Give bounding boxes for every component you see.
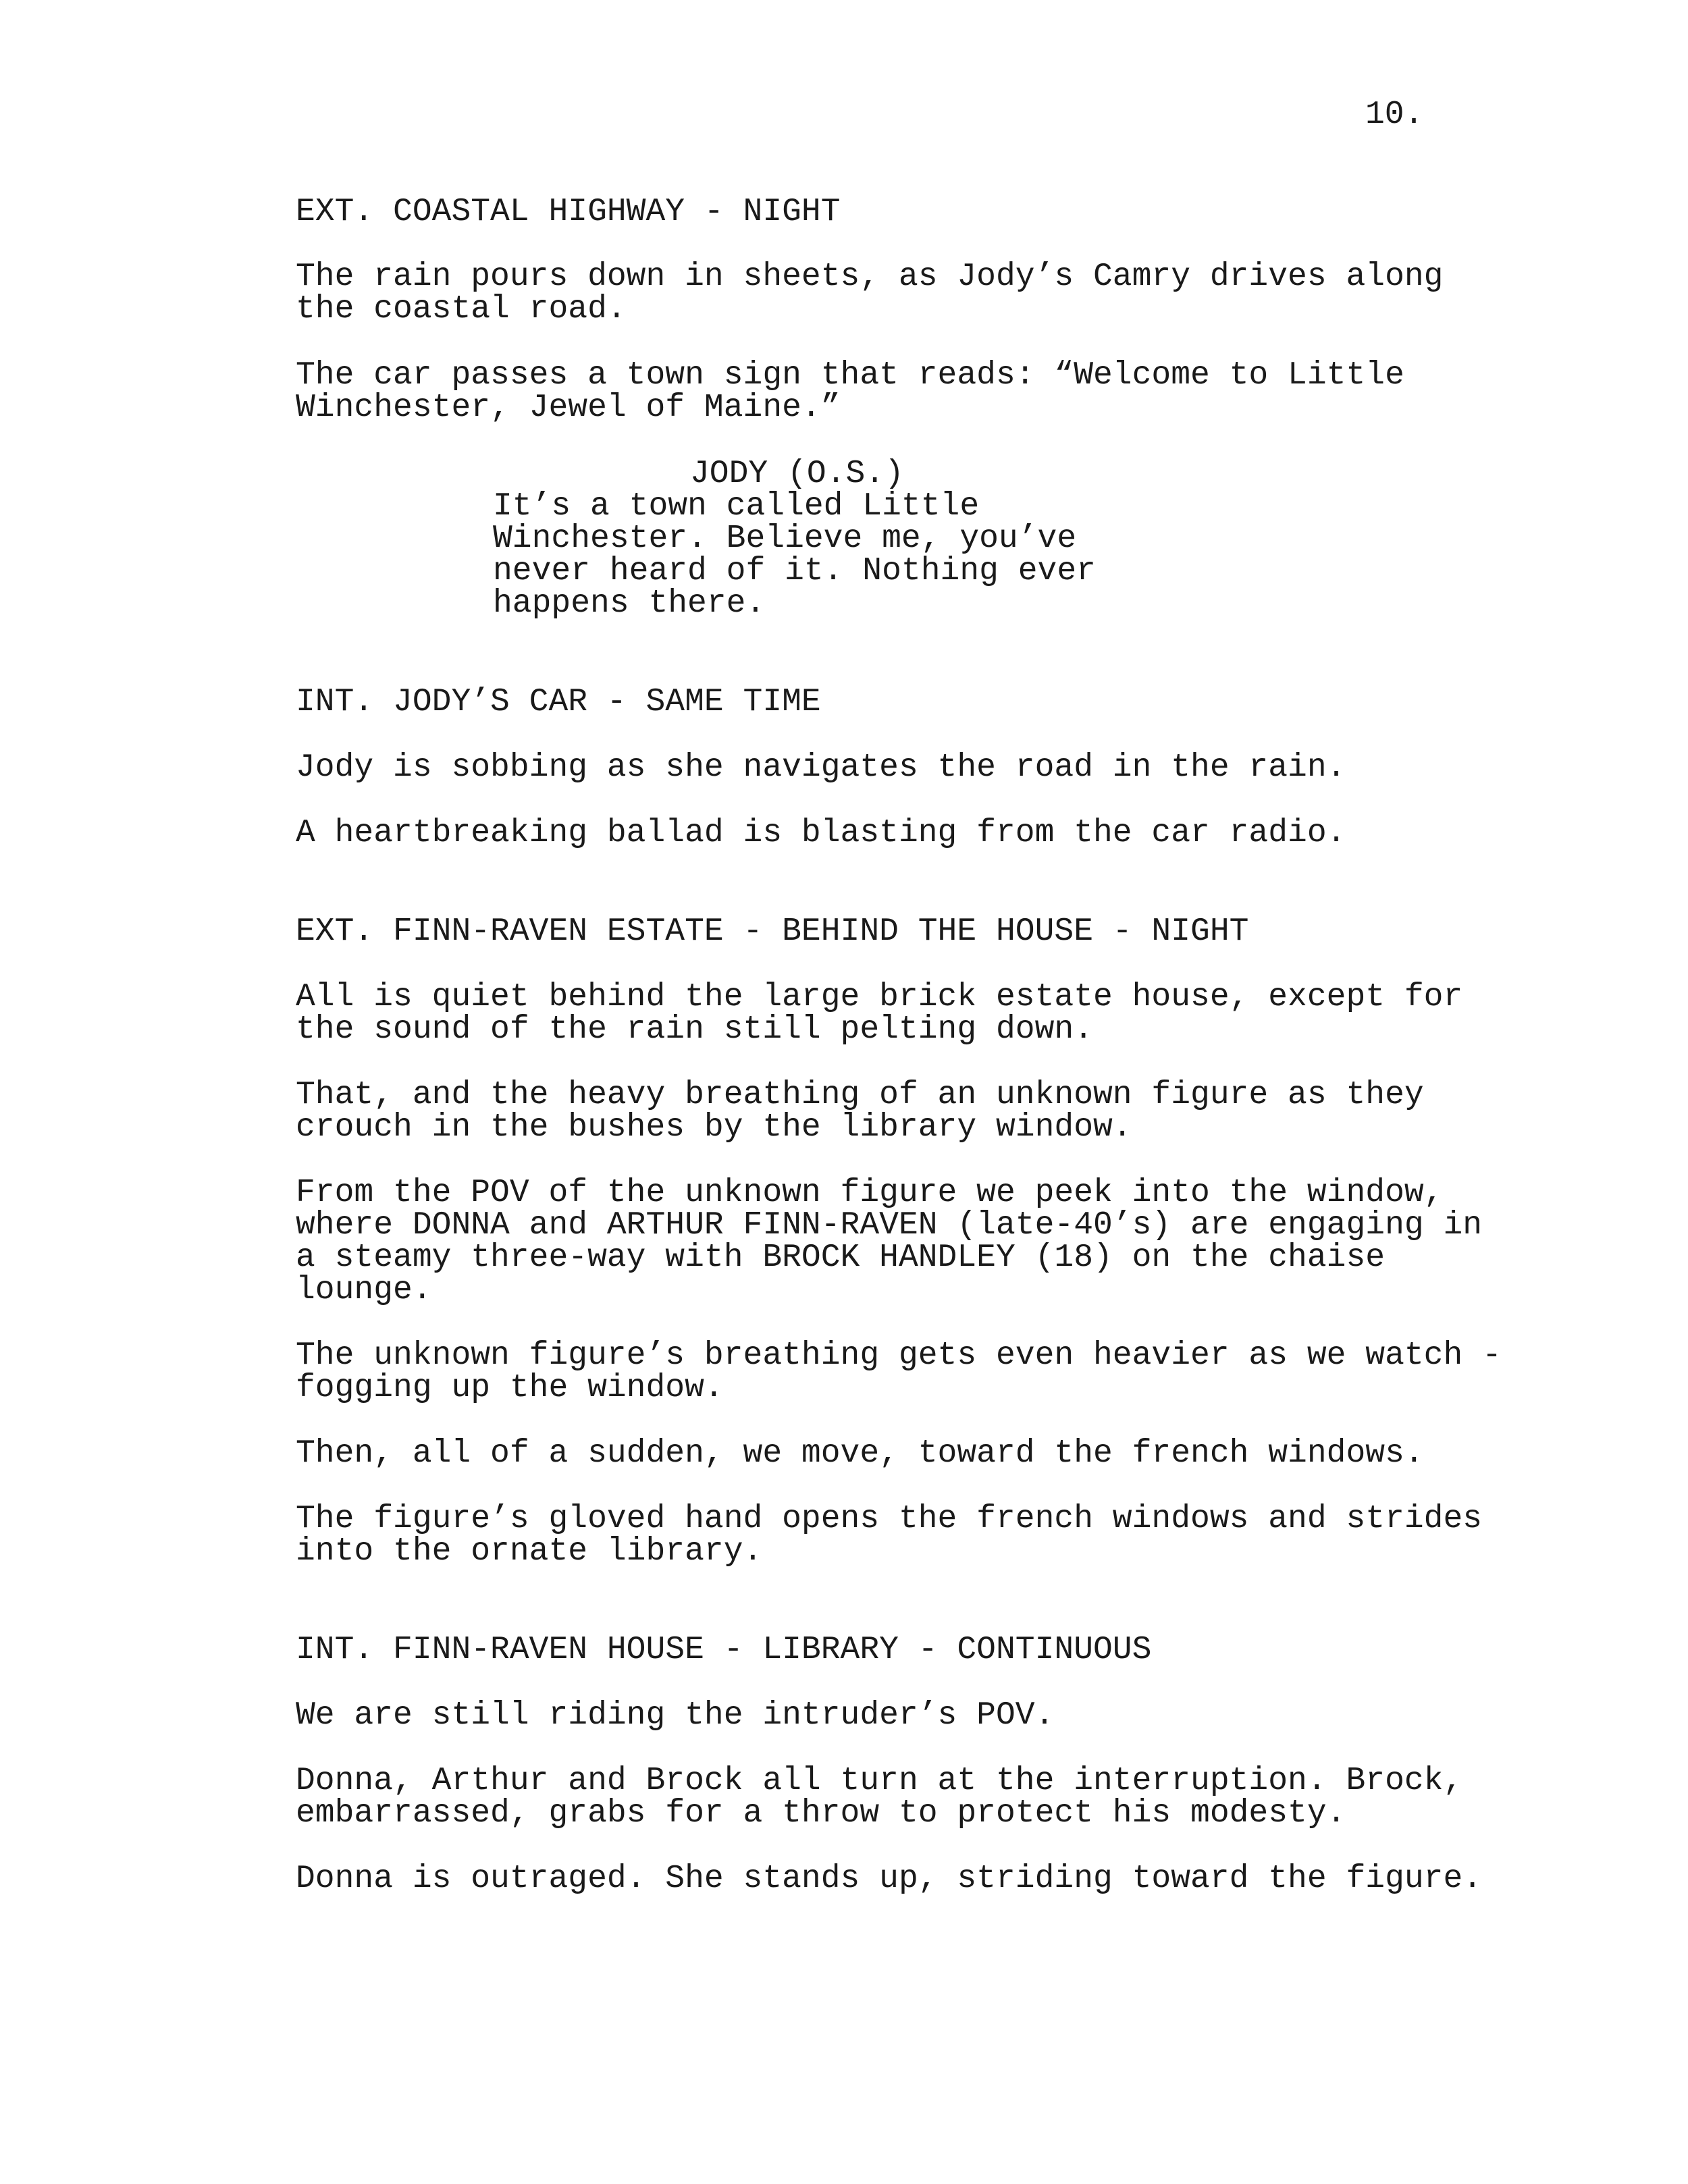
- scene-heading: EXT. COASTAL HIGHWAY - NIGHT: [296, 194, 841, 230]
- action-line: into the ornate library.: [296, 1533, 763, 1570]
- action-line: lounge.: [296, 1272, 432, 1308]
- action-line: Donna, Arthur and Brock all turn at the interruption. Brock,: [296, 1763, 1463, 1799]
- action-line: The figure’s gloved hand opens the french windows and strides: [296, 1501, 1483, 1537]
- action-line: Then, all of a sudden, we move, toward the french windows.: [296, 1435, 1424, 1472]
- action-line: We are still riding the intruder’s POV.: [296, 1697, 1055, 1734]
- action-line: From the POV of the unknown figure we peek into the window,: [296, 1175, 1444, 1211]
- action-line: Winchester, Jewel of Maine.”: [296, 390, 841, 426]
- scene-heading: EXT. FINN-RAVEN ESTATE - BEHIND THE HOUSE - NIGHT: [296, 913, 1249, 950]
- dialogue-line: never heard of it. Nothing ever: [493, 553, 1096, 589]
- action-line: where DONNA and ARTHUR FINN-RAVEN (late-40’s) are engaging in: [296, 1207, 1483, 1244]
- action-line: Donna is outraged. She stands up, striding toward the figure.: [296, 1861, 1483, 1897]
- dialogue-line: It’s a town called Little: [493, 488, 980, 525]
- page-number: 10.: [1365, 97, 1424, 133]
- action-line: a steamy three-way with BROCK HANDLEY (18) on the chaise: [296, 1240, 1386, 1276]
- action-line: A heartbreaking ballad is blasting from the car radio.: [296, 815, 1346, 851]
- character-cue: JODY (O.S.): [690, 456, 904, 492]
- action-line: That, and the heavy breathing of an unknown figure as they: [296, 1077, 1424, 1113]
- scene-heading: INT. JODY’S CAR - SAME TIME: [296, 684, 821, 720]
- action-line: All is quiet behind the large brick estate house, except for: [296, 979, 1463, 1015]
- action-line: the coastal road.: [296, 291, 627, 327]
- scene-heading: INT. FINN-RAVEN HOUSE - LIBRARY - CONTINUOUS: [296, 1632, 1152, 1668]
- action-line: The unknown figure’s breathing gets even heavier as we watch -: [296, 1337, 1502, 1374]
- action-line: the sound of the rain still pelting down.: [296, 1011, 1093, 1048]
- action-line: embarrassed, grabs for a throw to protect his modesty.: [296, 1795, 1346, 1832]
- action-line: fogging up the window.: [296, 1370, 724, 1406]
- action-line: Jody is sobbing as she navigates the road in the rain.: [296, 749, 1346, 786]
- dialogue-line: Winchester. Believe me, you’ve: [493, 521, 1077, 557]
- action-line: The rain pours down in sheets, as Jody’s Camry drives along: [296, 259, 1444, 295]
- action-line: crouch in the bushes by the library window.: [296, 1109, 1132, 1146]
- dialogue-line: happens there.: [493, 585, 766, 622]
- action-line: The car passes a town sign that reads: “Welcome to Little: [296, 357, 1404, 394]
